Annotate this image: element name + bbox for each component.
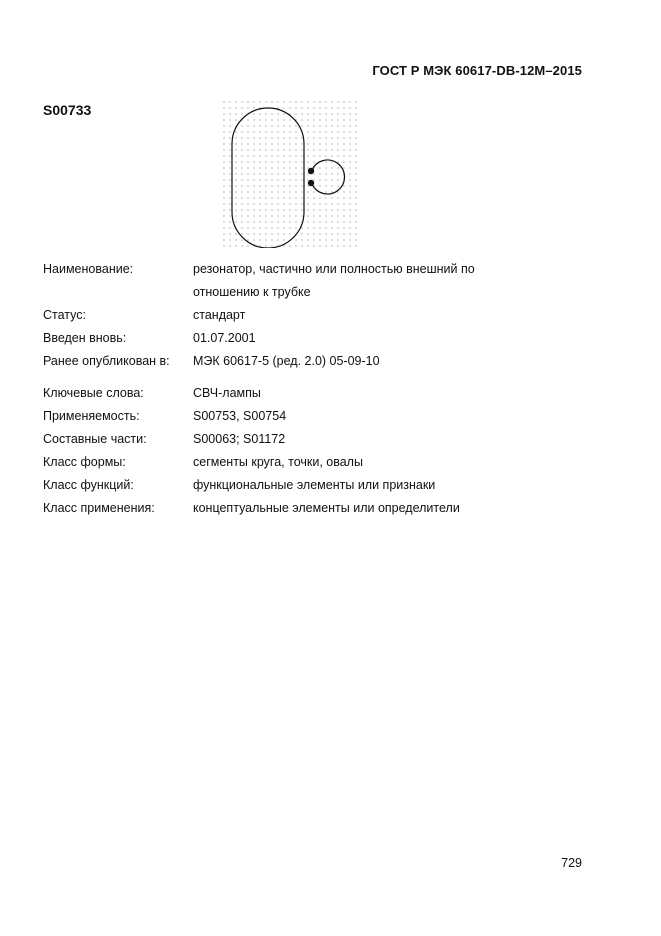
property-label: Класс функций: [43,478,134,492]
page-number: 729 [561,856,582,870]
symbol-code: S00733 [43,102,92,118]
property-value: S00753, S00754 [193,409,287,423]
property-label: Применяемость: [43,409,140,423]
property-value: концептуальные элементы или определители [193,501,460,515]
property-row-status [43,304,603,327]
property-value: сегменты круга, точки, овалы [193,455,363,469]
property-label: Класс применения: [43,501,155,515]
property-row-introduced [43,327,603,350]
document-header: ГОСТ Р МЭК 60617-DB-12M–2015 [372,63,582,78]
property-label: Класс формы: [43,455,126,469]
property-label: Составные части: [43,432,147,446]
property-value: стандарт [193,308,246,322]
property-row-previously-published [43,350,603,373]
property-value: 01.07.2001 [193,331,256,345]
resonator-symbol-figure [222,100,358,248]
property-row-applicability [43,405,603,428]
property-value: S00063; S01172 [193,432,286,446]
property-row-keywords [43,382,603,405]
property-row-shape-class [43,451,603,474]
property-label: Ранее опубликован в: [43,354,170,368]
property-value: функциональные элементы или признаки [193,478,436,492]
grid-dots [223,101,356,246]
property-label: Ключевые слова: [43,386,144,400]
property-row-name [43,258,603,304]
property-label: Наименование: [43,262,134,276]
properties-list [43,258,603,520]
resonator-arc-shape [312,160,344,194]
property-value: резонатор, частично или полностью внешний по отношению к трубке [193,262,475,299]
property-row-function-class [43,474,603,497]
connection-dot-upper [308,168,314,174]
property-row-components [43,428,603,451]
property-value: СВЧ-лампы [193,386,261,400]
section-gap [43,373,603,382]
connection-dot-lower [308,180,314,186]
property-row-application-class [43,497,603,520]
property-value: МЭК 60617-5 (ред. 2.0) 05-09-10 [193,354,380,368]
property-label: Статус: [43,308,86,322]
property-label: Введен вновь: [43,331,127,345]
tube-oval-shape [232,108,304,248]
